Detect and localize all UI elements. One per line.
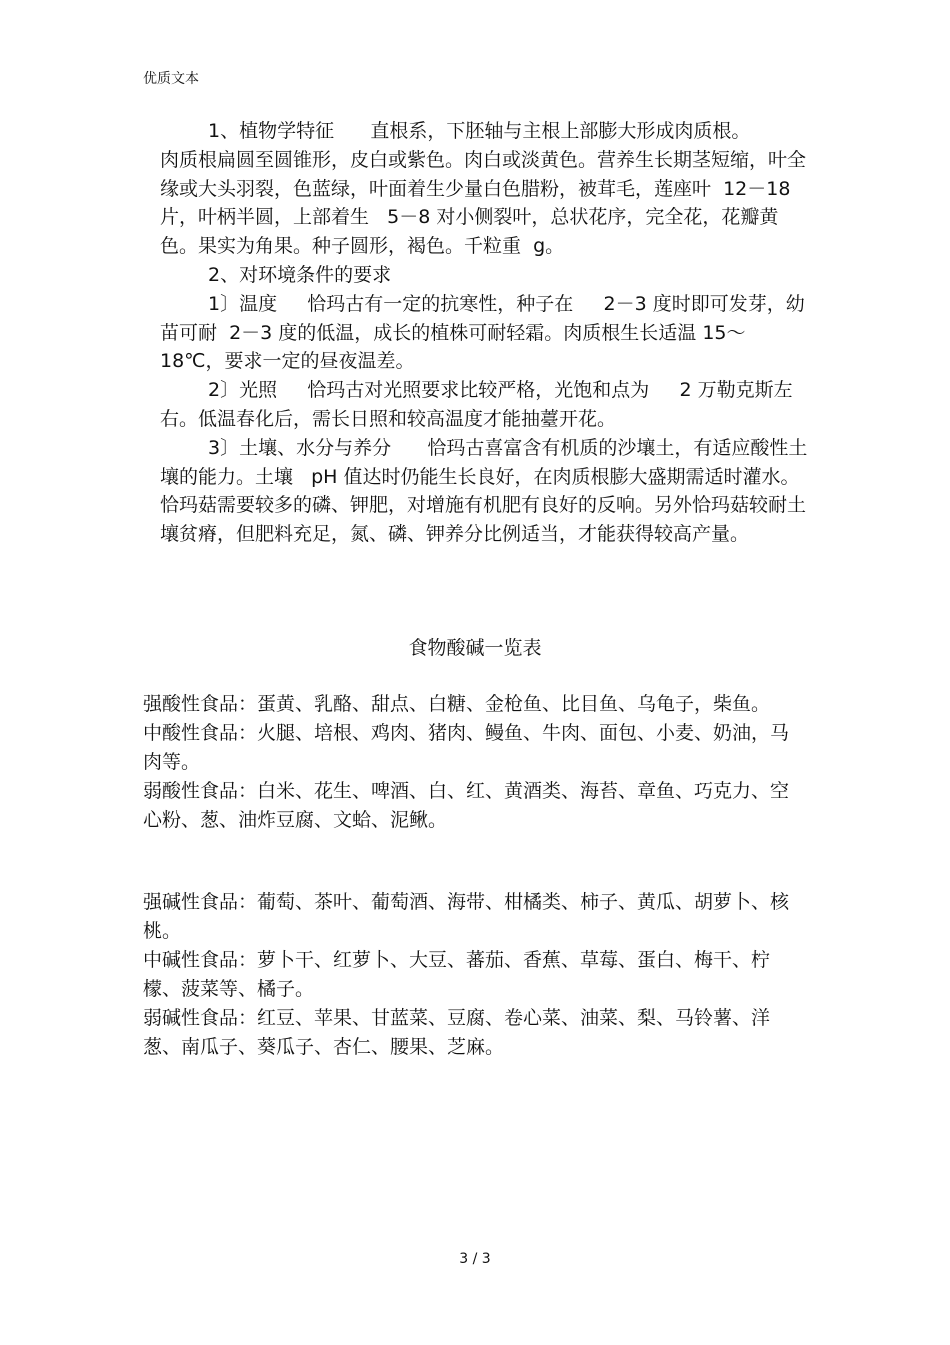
paragraph-light: 2〕光照 恰玛古对光照要求比较严格，光饱和点为 2 万勒克斯左右。低温春化后，需长日照和较高温度才能抽薹开花。 (160, 379, 793, 430)
paragraph-soil: 3〕土壤、水分与养分 恰玛古喜富含有机质的沙壤土，有适应酸性土壤的能力。土壤 pH 值达时仍能生长良好，在肉质根膨大盛期需适时灌水。恰玛菇需要较多的磷、钾肥，对增施有机肥有良好的反响。另外恰玛菇较耐土壤贫瘠，但肥料充足，氮、磷、钾养分比例适当，才能获得较高产量。 (160, 436, 808, 546)
list-item-medium-acid: 中酸性食品：火腿、培根、鸡肉、猪肉、鳗鱼、牛肉、面包、小麦、奶油，马肉等。 (143, 722, 790, 773)
paragraph-botany-body: 肉质根扁圆至圆锥形，皮白或紫色。肉白或淡黄色。营养生长期茎短缩，叶全缘或大头羽裂，色蓝绿，叶面着生少量白色腊粉，被茸毛，莲座叶 12－18 片，叶柄半圆，上部着生 5－8 对小侧裂叶，总状花序，完全花，花瓣黄色。果实为角果。种子圆形，褐色。千粒重 g。 (160, 148, 807, 258)
list-item-strong-alkaline: 强碱性食品：葡萄、茶叶、葡萄酒、海带、柑橘类、柿子、黄瓜、胡萝卜、核桃。 (143, 891, 790, 942)
list-item-medium-alkaline: 中碱性食品：萝卜干、红萝卜、大豆、蕃茄、香蕉、草莓、蛋白、梅干、柠檬、菠菜等、橘子。 (143, 949, 771, 1000)
paragraph-botany-heading: 1、植物学特征 直根系，下胚轴与主根上部膨大形成肉质根。 (208, 120, 751, 142)
page-number: 3 / 3 (459, 1251, 491, 1267)
list-item-weak-alkaline: 弱碱性食品：红豆、苹果、甘蓝菜、豆腐、卷心菜、油菜、梨、马铃薯、洋葱、南瓜子、葵瓜子、杏仁、腰果、芝麻。 (143, 1007, 771, 1058)
page-header: 优质文本 (143, 71, 199, 87)
main-body (160, 117, 810, 549)
list-item-strong-acid: 强酸性食品：蛋黄、乳酪、甜点、白糖、金枪鱼、比目鱼、乌龟子，柴鱼。 (143, 693, 771, 715)
table-title: 食物酸碱一览表 (408, 637, 542, 659)
list-item-weak-acid: 弱酸性食品：白米、花生、啤酒、白、红、黄酒类、海苔、章鱼、巧克力、空心粉、葱、油炸豆腐、文蛤、泥鳅。 (143, 780, 790, 831)
paragraph-environment-heading: 2、对环境条件的要求 (208, 263, 392, 286)
alkaline-food-list (143, 888, 793, 1062)
acid-food-list (143, 690, 793, 835)
paragraph-temperature: 1〕温度 恰玛古有一定的抗寒性，种子在 2－3 度时即可发芽，幼苗可耐 2－3 度的低温，成长的植株可耐轻霜。肉质根生长适温 15～18℃，要求一定的昼夜温差。 (160, 292, 805, 373)
